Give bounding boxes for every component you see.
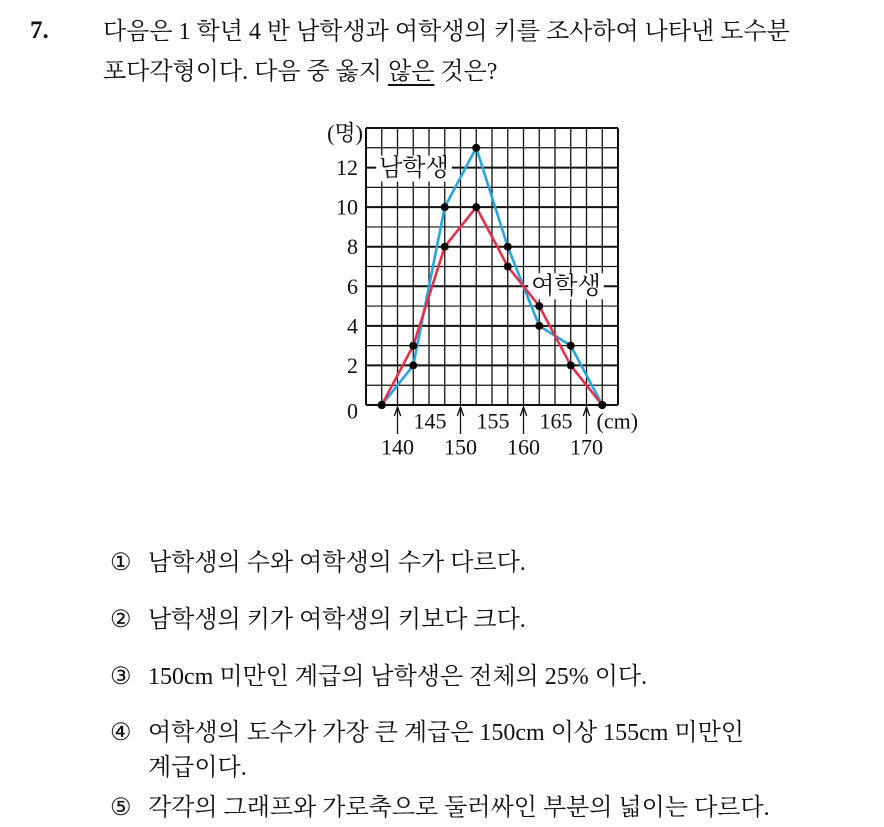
- choice-marker: ③: [110, 664, 132, 690]
- x-tick-label-lower: 150: [444, 434, 477, 460]
- data-point-boys: [409, 361, 417, 369]
- question-text-line-1: 다음은 1 학년 4 반 남학생과 여학생의 키를 조사하여 나타낸 도수분: [103, 19, 790, 45]
- y-tick-label: 2: [347, 352, 358, 378]
- choice-marker: ①: [110, 550, 132, 576]
- question-number: 7.: [30, 17, 49, 44]
- data-point-girls: [504, 263, 512, 271]
- data-point-girls: [535, 302, 543, 310]
- data-point-girls: [409, 342, 417, 350]
- data-point-girls: [567, 361, 575, 369]
- x-tick-label-upper: 145: [413, 408, 447, 434]
- question-text-part: 포다각형이다. 다음 중 옳지: [103, 59, 389, 85]
- choice-marker: ④: [110, 720, 132, 746]
- choice-text: 남학생의 키가 여학생의 키보다 크다.: [148, 607, 526, 633]
- choice-text-continued: 계급이다.: [148, 755, 247, 781]
- data-point-boys: [504, 243, 512, 251]
- choice-text: 각각의 그래프와 가로축으로 둘러싸인 부분의 넓이는 다르다.: [148, 795, 770, 821]
- y-tick-label: 0: [347, 398, 358, 424]
- x-tick-label-lower: 170: [570, 434, 603, 460]
- series-label-girls: [528, 272, 604, 299]
- x-tick-labels: [381, 407, 603, 460]
- y-tick-label: 10: [336, 194, 358, 220]
- x-tick-label-upper: 155: [476, 408, 510, 434]
- choice-text: 남학생의 수와 여학생의 수가 다르다.: [148, 550, 526, 576]
- data-point-boys: [441, 203, 449, 211]
- frequency-polygon-chart: [300, 110, 660, 470]
- y-tick-label: 8: [347, 234, 358, 260]
- data-point-girls: [441, 243, 449, 251]
- series-label-text: 여학생: [531, 273, 601, 300]
- y-tick-label: 6: [347, 273, 358, 299]
- y-tick-label: 4: [347, 313, 358, 339]
- series-label-boys: [376, 155, 452, 182]
- choice-marker: ⑤: [110, 795, 132, 821]
- data-point-girls: [378, 401, 386, 409]
- data-point-boys: [472, 144, 480, 152]
- question-text-line-2: [103, 55, 497, 89]
- data-point-girls: [472, 203, 480, 211]
- series-label-text: 남학생: [379, 155, 449, 182]
- x-axis-title: (cm): [596, 408, 639, 434]
- data-point-boys: [535, 322, 543, 330]
- choice-text: 150cm 미만인 계급의 남학생은 전체의 25% 이다.: [148, 664, 648, 690]
- x-tick-label-lower: 160: [507, 434, 540, 460]
- choice-text: 여학생의 도수가 가장 큰 계급은 150cm 이상 155cm 미만인: [148, 720, 744, 746]
- y-tick-labels: [336, 155, 358, 423]
- y-tick-label: 12: [336, 155, 358, 181]
- underlined-emphasis: 않은: [388, 59, 435, 85]
- question-text-part: 것은?: [434, 59, 498, 85]
- choice-marker: ②: [110, 607, 132, 633]
- x-tick-label-upper: 165: [539, 408, 573, 434]
- data-point-boys: [567, 342, 575, 350]
- y-axis-title: (명): [327, 120, 363, 146]
- x-tick-label-lower: 140: [381, 434, 414, 460]
